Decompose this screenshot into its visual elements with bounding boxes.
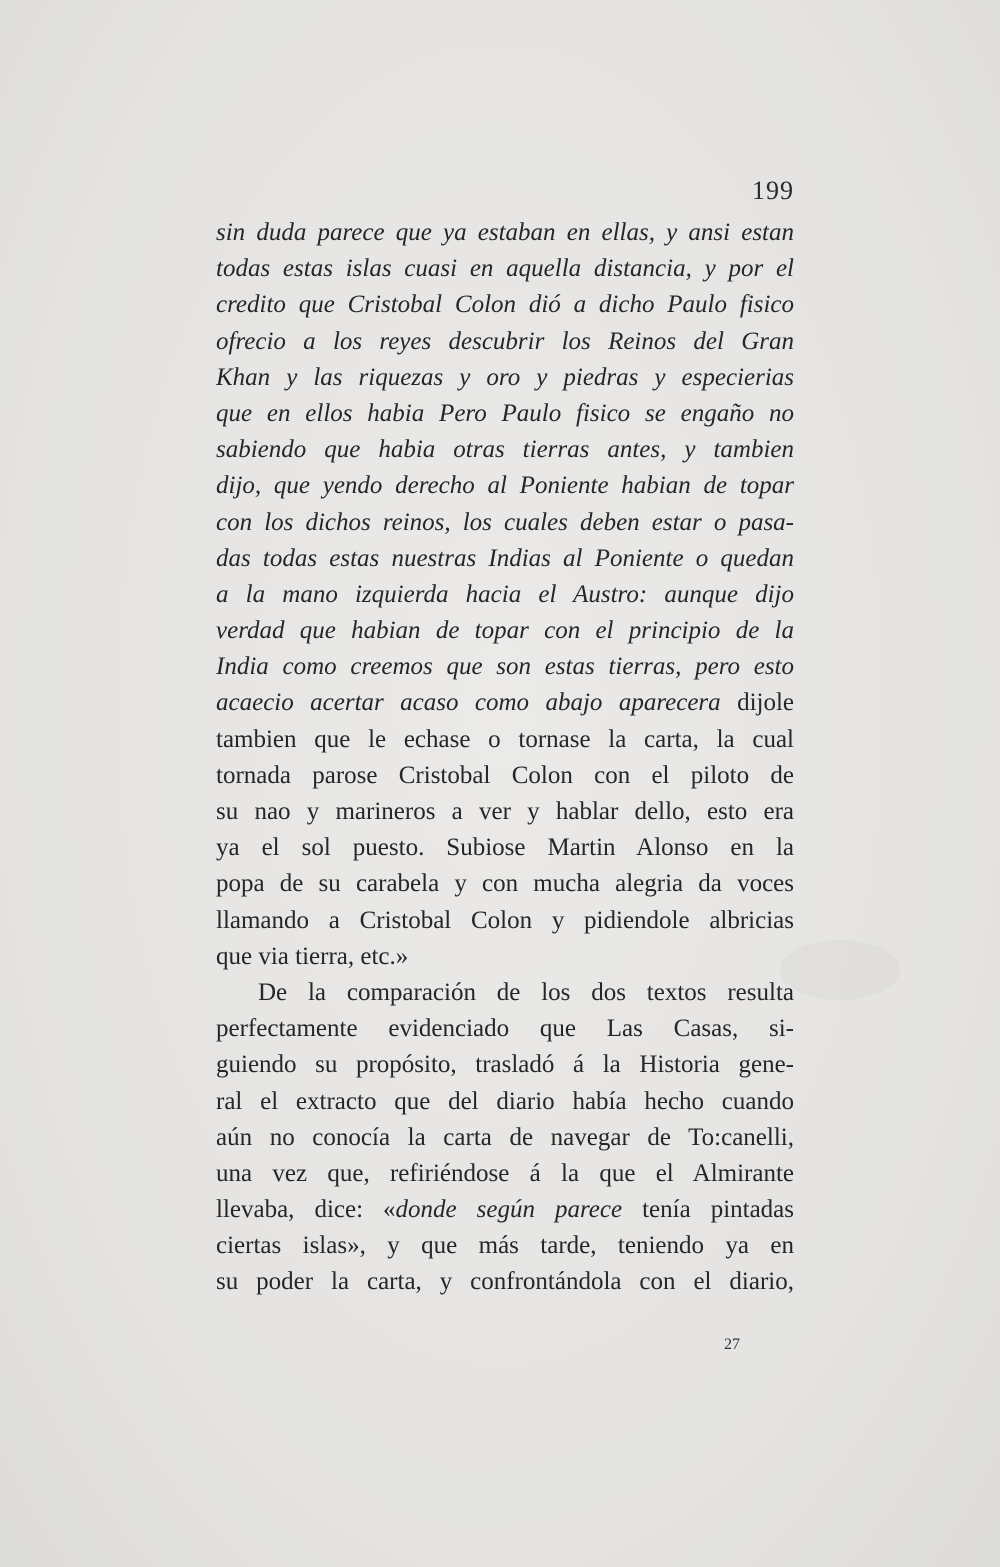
text-line: ya el sol puesto. Subiose Martin Alonso en la bbox=[216, 834, 794, 862]
text-line: a la mano izquierda hacia el Austro: aunque dijo bbox=[216, 580, 794, 608]
text-line: sabiendo que habia otras tierras antes, y tambien bbox=[216, 436, 794, 464]
text-line: das todas estas nuestras Indias al Poniente o quedan bbox=[216, 544, 794, 572]
text-line: India como creemos que son estas tierras, pero esto bbox=[216, 653, 794, 681]
text-line: credito que Cristobal Colon dió a dicho Paulo fisico bbox=[216, 291, 794, 319]
paper-stain bbox=[780, 940, 900, 1000]
text-line: ciertas islas», y que más tarde, teniendo ya en bbox=[216, 1232, 794, 1260]
text-line-mixed bbox=[216, 1192, 794, 1228]
text-line-mixed bbox=[216, 685, 794, 721]
text-line: que via tierra, etc.» bbox=[216, 942, 409, 970]
roman-run: dijole bbox=[720, 689, 794, 717]
text-line: su nao y marineros a ver y hablar dello, esto era bbox=[216, 798, 794, 825]
text-line: ofrecio a los reyes descubrir los Reinos del Gran bbox=[216, 327, 794, 355]
text-line: llamando a Cristobal Colon y pidiendole albricias bbox=[216, 906, 794, 934]
italic-run: donde según parece bbox=[395, 1196, 623, 1224]
text-line: popa de su carabela y con mucha alegria da voces bbox=[216, 870, 794, 898]
text-line: todas estas islas cuasi en aquella distancia, y por el bbox=[216, 255, 794, 283]
paragraph-start-line: De la comparación de los dos textos resulta bbox=[258, 978, 794, 1006]
text-line: su poder la carta, y confrontándola con el diario, bbox=[216, 1268, 794, 1296]
text-line: tornada parose Cristobal Colon con el piloto de bbox=[216, 761, 794, 789]
text-line: perfectamente evidenciado que Las Casas, si- bbox=[216, 1015, 794, 1043]
page-number: 199 bbox=[752, 176, 794, 205]
text-line: tambien que le echase o tornase la carta, la cual bbox=[216, 725, 794, 753]
roman-run: tenía pintadas bbox=[622, 1196, 794, 1224]
roman-run: llevaba, dice: « bbox=[216, 1196, 396, 1224]
text-line: verdad que habian de topar con el principio de la bbox=[216, 617, 794, 645]
text-line: ral el extracto que del diario había hecho cuando bbox=[216, 1087, 794, 1115]
text-line: con los dichos reinos, los cuales deben estar o pasa- bbox=[216, 508, 794, 536]
text-line: que en ellos habia Pero Paulo fisico se engaño no bbox=[216, 399, 794, 427]
italic-run: acaecio acertar acaso como abajo aparecera bbox=[216, 689, 721, 717]
text-line: Khan y las riquezas y oro y piedras y especierias bbox=[216, 363, 794, 391]
text-line: sin duda parece que ya estaban en ellas, y ansi estan bbox=[216, 219, 794, 246]
body-text bbox=[216, 215, 794, 1301]
text-line: guiendo su propósito, trasladó á la Historia gene- bbox=[216, 1051, 794, 1079]
signature-mark: 27 bbox=[724, 1336, 740, 1353]
text-line: dijo, que yendo derecho al Poniente habian de topar bbox=[216, 472, 794, 500]
text-line: aún no conocía la carta de navegar de To:canelli, bbox=[216, 1123, 794, 1151]
text-line: una vez que, refiriéndose á la que el Almirante bbox=[216, 1159, 794, 1187]
